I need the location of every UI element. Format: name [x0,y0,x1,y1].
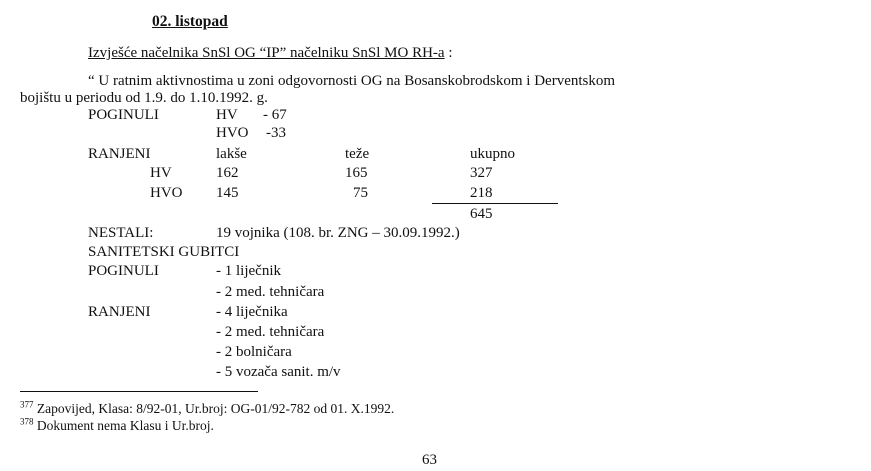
killed-hvo-value: -33 [266,125,286,141]
date-heading: 02. listopad [152,13,228,30]
col-light-header: lakše [216,146,247,162]
sanitary-killed-label: POGINULI [88,263,159,279]
row-hvo-unit: HVO [150,185,183,201]
report-title-line [88,44,453,62]
sanitary-killed-item: - 2 med. tehničara [216,284,325,300]
row-hv-total: 327 [470,165,493,181]
sanitary-wounded-item: - 5 vozača sanit. m/v [216,364,341,380]
sanitary-wounded-item: - 2 bolničara [216,344,292,360]
row-hvo-light: 145 [216,185,239,201]
paragraph-line-1: “ U ratnim aktivnostima u zoni odgovornosti OG na Bosanskobrodskom i Derventskom [88,73,616,89]
sanitary-wounded-item: - 4 liječnika [216,304,288,320]
sanitary-wounded-item: - 2 med. tehničara [216,324,325,340]
sanitary-heading: SANITETSKI GUBITCI [88,244,240,260]
row-hv-light: 162 [216,165,239,181]
report-title-suffix: : [444,45,453,61]
col-total-header: ukupno [470,146,515,162]
footnote-text: Zapovijed, Klasa: 8/92-01, Ur.broj: OG-01/92-782 od 01. X.1992. [36,401,395,416]
missing-label: NESTALI: [88,225,154,241]
killed-hvo-unit: HVO [216,125,249,141]
sanitary-wounded-label: RANJENI [88,304,151,320]
footnote-378 [20,418,214,434]
page-number: 63 [422,452,437,468]
sum-rule [432,203,558,204]
report-title: Izvješće načelnika SnSl OG “IP” načelniku SnSl MO RH-a [88,45,445,61]
row-hvo-severe: 75 [353,185,368,201]
missing-text: 19 vojnika (108. br. ZNG – 30.09.1992.) [216,225,460,241]
row-hvo-total: 218 [470,185,493,201]
paragraph-line-2: bojištu u periodu od 1.9. do 1.10.1992. g. [20,90,268,106]
sanitary-killed-item: - 1 liječnik [216,263,281,279]
footnote-separator [20,391,258,392]
killed-label: POGINULI [88,107,159,123]
grand-total: 645 [470,206,493,222]
footnote-number: 377 [20,399,34,410]
killed-hv-value: - 67 [263,107,287,123]
col-severe-header: teže [345,146,370,162]
wounded-label: RANJENI [88,146,151,162]
footnote-377 [20,401,394,417]
row-hv-severe: 165 [345,165,368,181]
row-hv-unit: HV [150,165,172,181]
killed-hv-unit: HV [216,107,238,123]
footnote-number: 378 [20,416,34,427]
footnote-text: Dokument nema Klasu i Ur.broj. [36,418,214,433]
